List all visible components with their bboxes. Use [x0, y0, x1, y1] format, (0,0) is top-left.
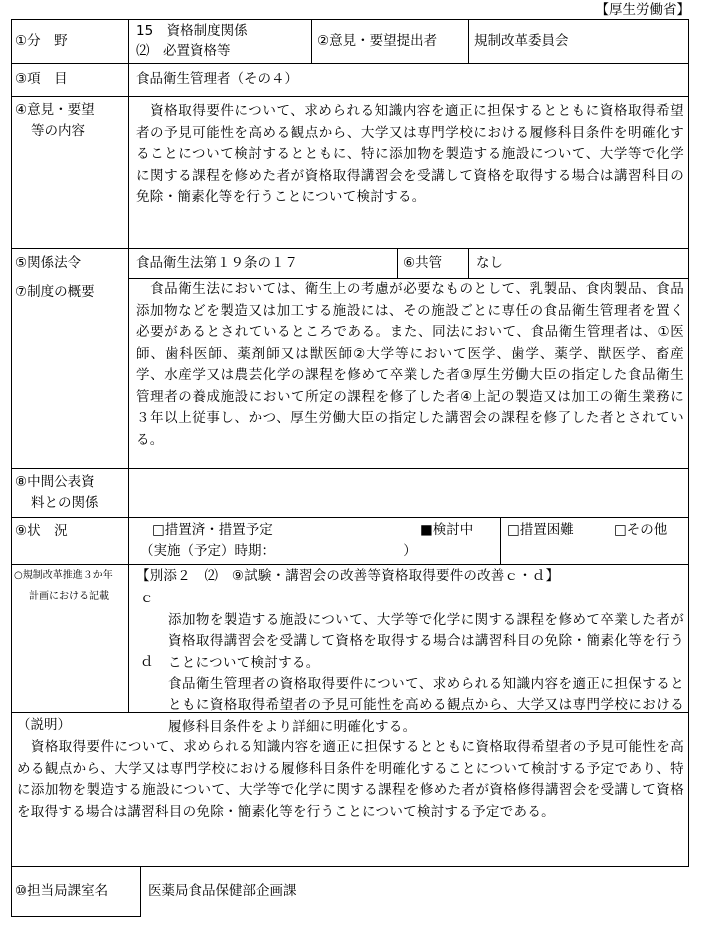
law-label: ⑤関係法令	[15, 255, 82, 271]
field-value-2: ⑵ 必置資格等	[136, 43, 231, 59]
status-option-done: □措置済・措置予定	[152, 522, 273, 538]
submitter-value: 規制改革委員会	[474, 33, 569, 49]
system-text: 食品衛生法においては、衛生上の考慮が必要なものとして、乳製品、食肉製品、食品添加物などを製造又は加工する施設には、その施設ごとに専任の食品衛生管理者を置く必要があるとされているところである。また、同法において、食品衛生管理者は、①医師、歯科医師、薬剤師又は獣医師②大学等において医学、歯学、薬学、獣医学、畜産学、水産学又は農芸化学の課程を修めて卒業した者③厚生労働大臣の指定した食品衛生管理者の養成施設において所定の課程を修了した者④上記の製造又は加工の衛生業務に３年以上従事し、かつ、厚生労働大臣の指定した講習会の課程を修了した者とされている。	[136, 281, 684, 448]
system-label: ⑦制度の概要	[15, 284, 95, 300]
rule-4	[11, 468, 689, 469]
rule-8	[11, 866, 689, 867]
explanation-label: （説明）	[17, 717, 71, 733]
status-option-review: ■検討中	[420, 522, 474, 538]
ministry-header: 【厚生労働省】	[595, 2, 690, 18]
item-label: ③項 目	[15, 71, 68, 87]
field-value-1: 15 資格制度関係	[136, 23, 248, 39]
joint-label: ⑥共管	[403, 255, 443, 271]
rule-5	[11, 517, 689, 518]
opinion-label-1: ④意見・要望	[15, 102, 95, 118]
label-divider	[128, 19, 129, 713]
plan-d-text	[168, 652, 684, 738]
status-option-other: □その他	[614, 522, 668, 538]
bureau-divider	[140, 866, 141, 917]
rule-1	[11, 63, 689, 64]
interim-label-2: 料との関係	[31, 495, 99, 511]
bureau-value: 医薬局食品保健部企画課	[148, 883, 297, 899]
opinion-label-2: 等の内容	[31, 123, 85, 139]
interim-label-1: ⑧中間公表資	[15, 474, 95, 490]
rule-bottom	[11, 916, 141, 917]
rule-3	[11, 248, 689, 249]
table-border-right	[688, 19, 689, 866]
explanation-text: 資格取得要件について、求められる知識内容を適正に担保するとともに資格取得希望者の予見可能性を高める観点から、大学又は専門学校における履修科目条件を明確化することについて検討する予定であり、特に添加物を製造する施設について、大学等で化学に関する課程を修めた者が資格修得講習会を受講して資格を取得する場合は講習科目の免除・簡素化等を行うことについて検討する予定である。	[17, 739, 684, 820]
plan-label-2: 計画における記載	[29, 591, 109, 602]
plan-d-text-body: 食品衛生管理者の資格取得要件について、求められる知識内容を適正に担保するとともに資格取得希望者の予見可能性を高める観点から、大学又は専門学校における履修科目条件をより詳細に明確化する。	[168, 675, 684, 735]
plan-d-mark: ｄ	[140, 654, 154, 670]
joint-divider	[468, 248, 469, 279]
rule-6	[11, 564, 689, 565]
joint-value: なし	[476, 255, 503, 271]
item-value: 食品衛生管理者（その４）	[136, 71, 298, 87]
status-schedule: （実施（予定）時期： ）	[140, 543, 417, 559]
field-label: ①分 野	[15, 33, 68, 49]
plan-c-text-body: 添加物を製造する施設について、大学等で化学に関する課程を修めて卒業した者が資格取得講習会を受講して資格を取得する場合は講習科目の免除・簡素化等を行うことについて検討する。	[168, 611, 684, 671]
status-option-difficult: □措置困難	[507, 522, 574, 538]
opinion-text: 資格取得要件について、求められる知識内容を適正に担保するとともに資格取得希望者の予見可能性を高める観点から、大学又は専門学校における履修科目条件を明確化することについて検討するとともに、特に添加物を製造する施設について、大学等で化学に関する課程を修めた者が資格取得講習会を受講して資格を取得する場合は講習科目の免除・簡素化等を行うことについて検討する。	[136, 103, 684, 205]
rule-2	[11, 96, 689, 97]
bureau-label: ⑩担当局課室名	[15, 883, 109, 899]
plan-c-mark: ｃ	[140, 590, 154, 606]
law-divider	[397, 248, 398, 279]
plan-label-1: ○規制改革推進３か年	[14, 570, 113, 581]
submitter-divider	[468, 19, 469, 64]
status-label: ⑨状 況	[15, 523, 68, 539]
plan-heading: 【別添２ ⑵ ⑨試験・講習会の改善等資格取得要件の改善ｃ・ｄ】	[136, 568, 560, 584]
submitter-label: ②意見・要望提出者	[317, 33, 438, 49]
law-value: 食品衛生法第１９条の１７	[136, 255, 298, 271]
status-divider	[500, 517, 501, 565]
rule-top	[11, 19, 689, 20]
field-divider	[311, 19, 312, 64]
